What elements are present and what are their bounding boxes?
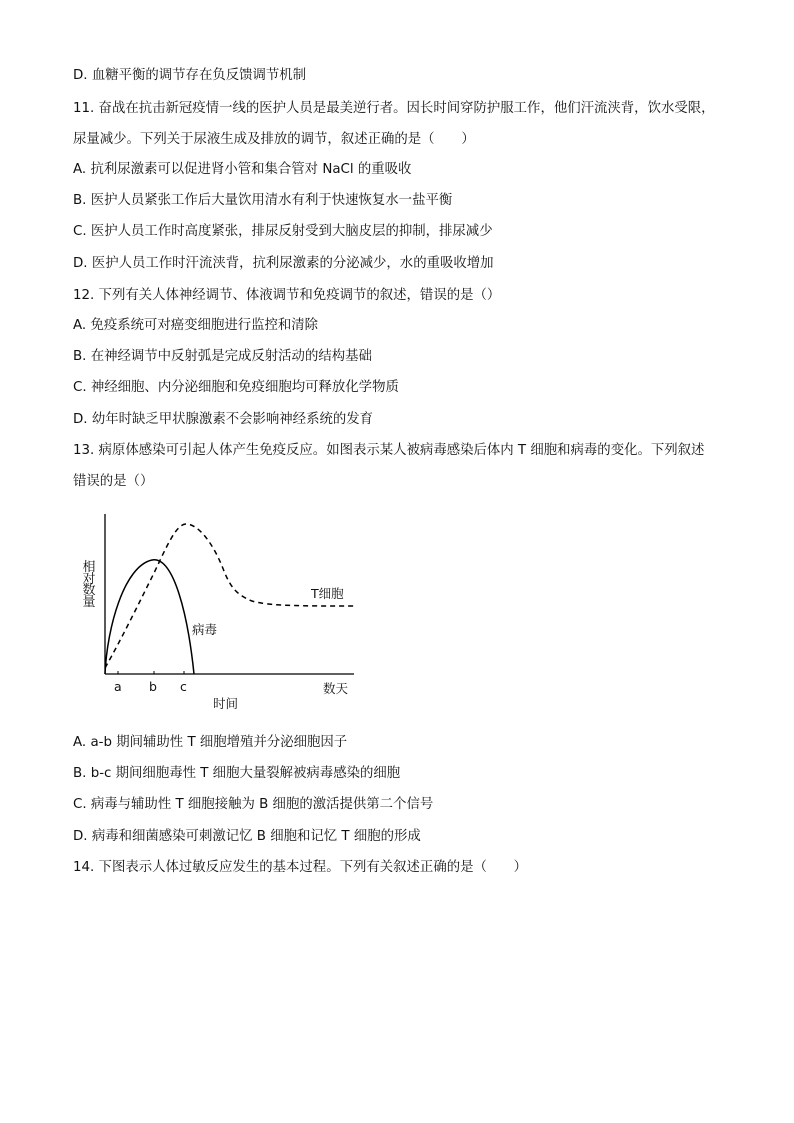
virus-series-label: 病毒 — [192, 622, 218, 637]
tick-label-a: a — [114, 679, 122, 694]
text-line-1: D. 血糖平衡的调节存在负反馈调节机制 — [73, 68, 307, 83]
figure-ylabel: 相对数量 — [82, 560, 96, 610]
x-unit-label: 数天 — [323, 681, 349, 696]
text-line-9: A. 免疫系统可对癌变细胞进行监控和清除 — [73, 318, 319, 333]
text-line-15: A. a-b 期间辅助性 T 细胞增殖并分泌细胞因子 — [73, 735, 348, 750]
text-line-6: C. 医护人员工作时高度紧张，排尿反射受到大脑皮层的抑制，排尿减少 — [73, 224, 493, 239]
virus-curve — [105, 560, 194, 674]
text-line-12: D. 幼年时缺乏甲状腺激素不会影响神经系统的发育 — [73, 412, 374, 427]
x-axis-label: 时间 — [213, 696, 239, 711]
text-line-3: 尿量减少。下列关于尿液生成及排放的调节，叙述正确的是（ ） — [73, 132, 475, 147]
text-line-11: C. 神经细胞、内分泌细胞和免疫细胞均可释放化学物质 — [73, 380, 399, 395]
tcell-virus-figure — [84, 508, 374, 720]
text-line-4: A. 抗利尿激素可以促进肾小管和集合管对 NaCl 的重吸收 — [73, 162, 412, 177]
text-line-7: D. 医护人员工作时汗流浃背，抗利尿激素的分泌减少，水的重吸收增加 — [73, 256, 494, 271]
tick-label-b: b — [149, 679, 157, 694]
text-line-8: 12. 下列有关人体神经调节、体液调节和免疫调节的叙述，错误的是（） — [73, 288, 501, 303]
text-line-19: 14. 下图表示人体过敏反应发生的基本过程。下列有关叙述正确的是（ ） — [73, 860, 528, 875]
text-line-17: C. 病毒与辅助性 T 细胞接触为 B 细胞的激活提供第二个信号 — [73, 797, 434, 812]
text-line-5: B. 医护人员紧张工作后大量饮用清水有利于快速恢复水一盐平衡 — [73, 193, 453, 208]
text-line-16: B. b-c 期间细胞毒性 T 细胞大量裂解被病毒感染的细胞 — [73, 766, 401, 781]
tcell-series-label: T细胞 — [311, 586, 344, 601]
text-line-2: 11. 奋战在抗击新冠疫情一线的医护人员是最美逆行者。因长时间穿防护服工作，他们汗流浃背，饮水受限， — [73, 101, 715, 116]
text-line-18: D. 病毒和细菌感染可刺激记忆 B 细胞和记忆 T 细胞的形成 — [73, 829, 421, 844]
text-line-13: 13. 病原体感染可引起人体产生免疫反应。如图表示某人被病毒感染后体内 T 细胞和病毒的变化。下列叙述 — [73, 443, 705, 458]
text-line-14: 错误的是（） — [73, 474, 154, 489]
text-line-10: B. 在神经调节中反射弧是完成反射活动的结构基础 — [73, 349, 372, 364]
tick-label-c: c — [180, 679, 187, 694]
